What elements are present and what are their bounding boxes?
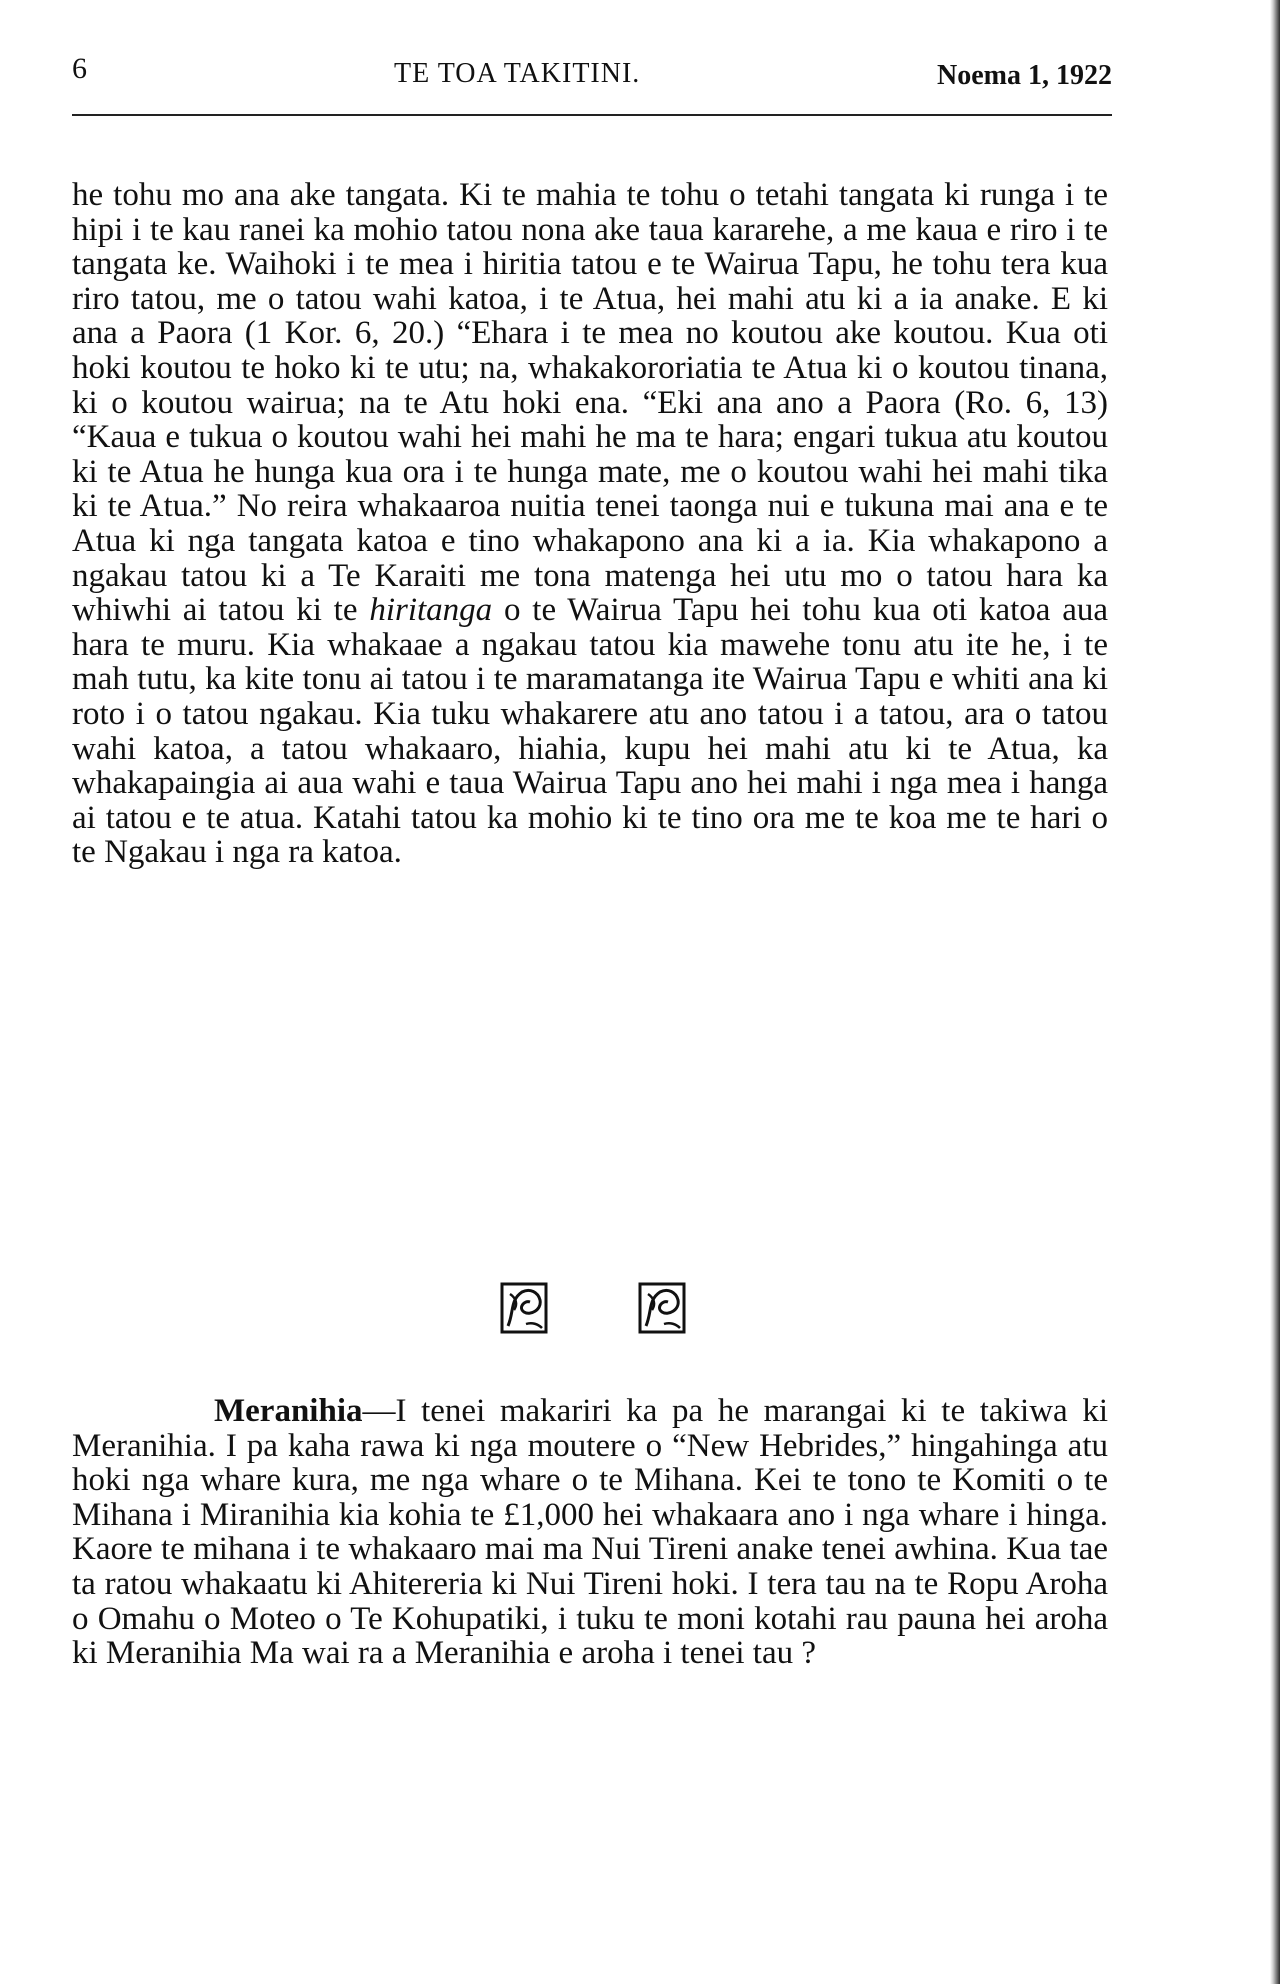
article-continued — [72, 178, 1108, 870]
paragraph-text-end: o te Wairua Tapu hei tohu kua oti katoa aua hara te muru. Kia whakaae a ngakau tatou kia mawehe tonu atu ite he, i te mah tutu, ka kite tonu ai tatou i te maramatanga ite Wairua Tapu e whiti ana ki roto i o tatou ngakau. Kia tuku whakarere atu ano tatou i a tatou, ara o tatou wahi katoa, a tatou whakaaro, hiahia, kupu hei mahi atu ki te Atua, ka whakapaingia ai aua wahi e taua Wairua Tapu ano hei mahi i nga mea i hanga ai tatou e te atua. Katahi tatou ka mohio ki te tino ora me te koa me te hari o te Ngakau i nga ra katoa. — [72, 592, 1109, 871]
scan-edge — [1270, 0, 1280, 1984]
fleuron-ornament-icon — [500, 1282, 548, 1334]
article-paragraph — [72, 1394, 1108, 1671]
page-header — [72, 52, 1112, 108]
page-number: 6 — [72, 52, 87, 85]
article-lead-in: Meranihia — [214, 1393, 363, 1429]
issue-date: Noema 1, 1922 — [937, 60, 1112, 91]
italic-term: hiritanga — [369, 592, 493, 629]
article-meranihia — [72, 1394, 1108, 1671]
header-rule — [72, 114, 1112, 116]
article-body: —I tenei makariri ka pa he marangai ki te takiwa ki Meranihia. I pa kaha rawa ki nga moutere o “New Hebrides,” hingahinga atu hoki nga whare kura, me nga whare o te Mihana. Kei te tono te Komiti o te Mihana i Miranihia kia kohia te £1,000 hei whakaara ano i nga whare i hinga. Kaore te mihana i te whakaaro mai ma Nui Tireni anake tenei awhina. Kua tae ta ratou whakaatu ki Ahitereria ki Nui Tireni hoki. I tera tau na te Ropu Aroha o Omahu o Moteo o Te Kohupatiki, i tuku te moni kotahi rau pauna hei aroha ki Meranihia Ma wai ra a Meranihia e aroha i tenei tau ? — [72, 1393, 1108, 1672]
section-ornaments — [500, 1282, 690, 1336]
fleuron-ornament-icon — [638, 1282, 686, 1334]
running-title: TE TOA TAKITINI. — [394, 58, 641, 89]
paragraph-text-start: he tohu mo ana ake tangata. Ki te mahia te tohu o tetahi tangata ki runga i te hipi i te kau ranei ka mohio tatou nona ake taua kararehe, a me kaua e riro i te tangata ke. Waihoki i te mea i hiritia tatou e te Wairua Tapu, he tohu tera kua riro tatou, me o tatou wahi katoa, i te Atua, hei mahi atu ki a ia anake. E ki ana a Paora (1 Kor. 6, 20.) “Ehara i te mea no koutou ake koutou. Kua oti hoki koutou te hoko ki te utu; na, whakakororiatia te Atua ki o koutou tinana, ki o koutou wairua; na te Atu hoki ena. “Eki ana ano a Paora (Ro. 6, 13) “Kaua e tukua o koutou wahi hei mahi he ma te hara; engari tukua atu koutou ki te Atua he hunga kua ora i te hunga mate, me o koutou wahi hei mahi tika ki te Atua.” No reira whakaaroa nuitia tenei taonga nui e tukuna mai ana e te Atua ki nga tangata katoa e tino whakapono ana ki a ia. Kia whakapono a ngakau tatou ki a Te Karaiti me tona matenga hei utu mo o tatou hara ka whiwhi ai tatou ki te — [72, 177, 1108, 629]
article-paragraph — [72, 178, 1108, 870]
